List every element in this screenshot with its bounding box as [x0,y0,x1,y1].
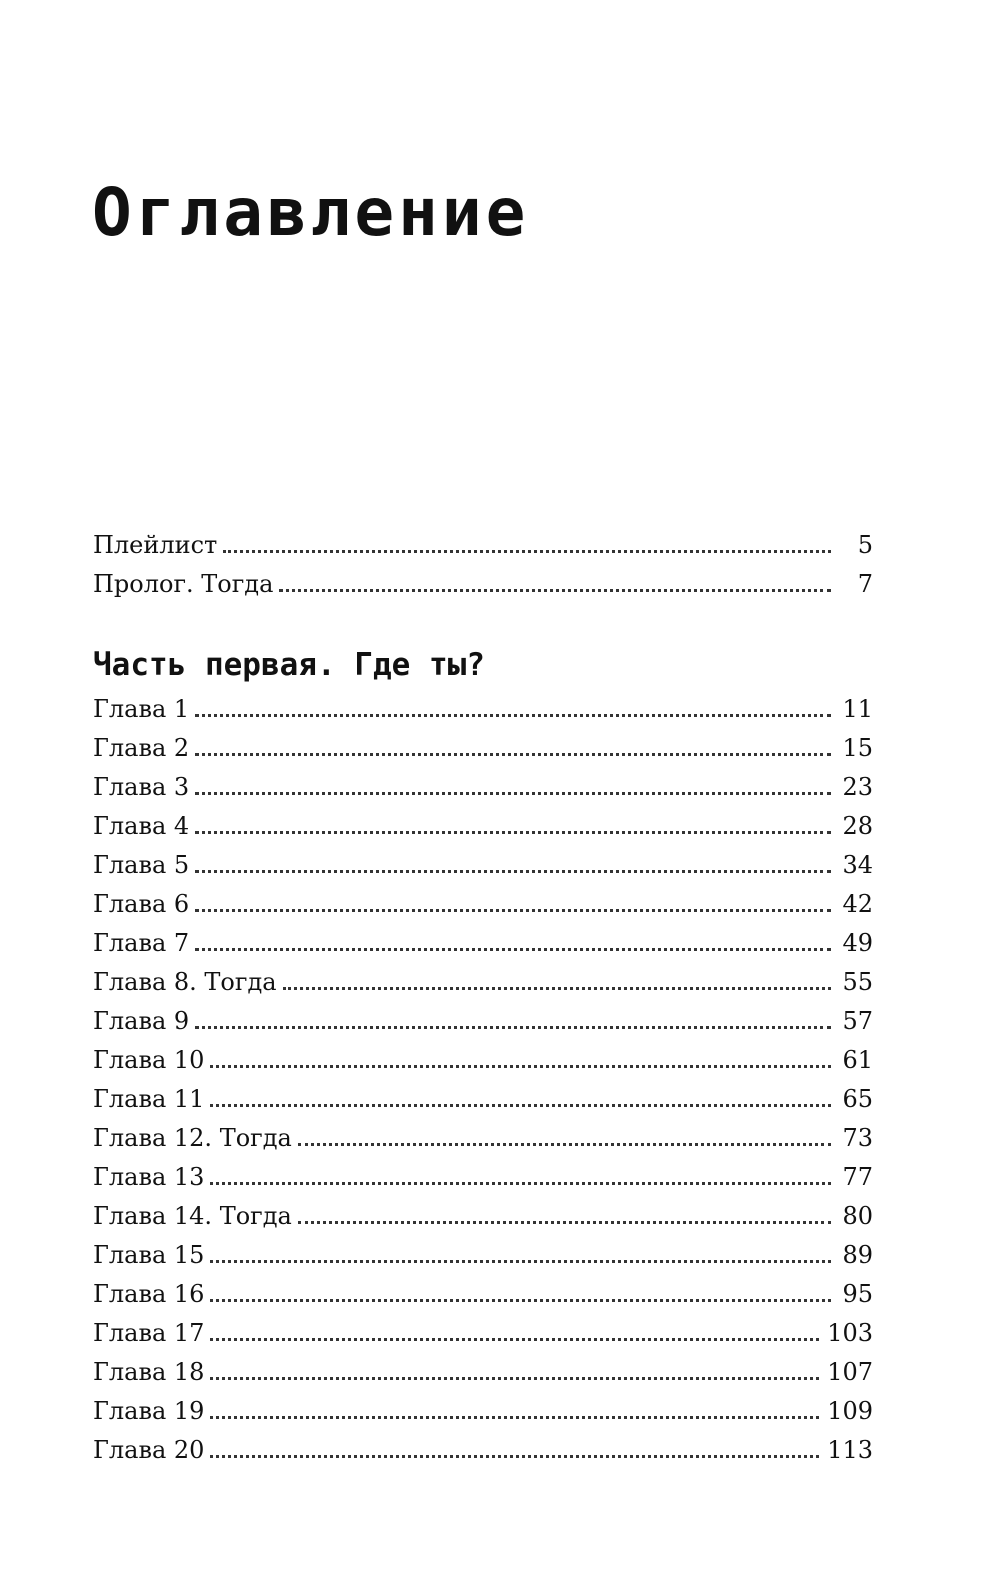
toc-entry [93,929,873,968]
toc-entry [93,1124,873,1163]
toc-entry-page-number: 57 [842,1007,873,1035]
dot-leader [210,1104,831,1107]
toc-entry-label: Глава 19 [93,1397,205,1425]
toc-entry [93,851,873,890]
toc-entry-label: Глава 8. Тогда [93,968,277,996]
dot-leader [210,1065,831,1068]
toc-entry [93,1202,873,1241]
toc-entry [93,1046,873,1085]
toc-entry [93,1397,873,1436]
toc-entry-page-number: 113 [827,1436,873,1464]
dot-leader [195,870,831,873]
toc-entry-page-number: 77 [842,1163,873,1191]
dot-leader [283,987,831,990]
intro-toc-list [93,531,873,609]
toc-entry-label: Глава 12. Тогда [93,1124,292,1152]
dot-leader [210,1416,819,1419]
toc-entry-page-number: 65 [842,1085,873,1113]
chapter-toc-list [93,695,873,1475]
toc-entry-page-number: 109 [827,1397,873,1425]
toc-entry-page-number: 11 [842,695,873,723]
toc-entry [93,531,873,570]
toc-entry-label: Глава 7 [93,929,190,957]
toc-entry [93,968,873,1007]
toc-entry-label: Глава 4 [93,812,190,840]
dot-leader [210,1260,831,1263]
page-title: Оглавление [92,174,530,251]
toc-entry-page-number: 34 [842,851,873,879]
toc-entry-label: Глава 5 [93,851,190,879]
toc-entry-page-number: 107 [827,1358,873,1386]
toc-entry-page-number: 42 [842,890,873,918]
toc-entry [93,1280,873,1319]
toc-entry [93,734,873,773]
dot-leader [298,1221,831,1224]
toc-entry-page-number: 95 [842,1280,873,1308]
toc-entry-label: Глава 9 [93,1007,190,1035]
part-one-heading: Часть первая. Где ты? [93,647,485,683]
toc-entry-label: Глава 10 [93,1046,205,1074]
dot-leader [210,1299,831,1302]
toc-entry-label: Глава 15 [93,1241,205,1269]
toc-entry-page-number: 5 [857,531,873,559]
toc-entry-page-number: 49 [842,929,873,957]
toc-entry-page-number: 61 [842,1046,873,1074]
toc-entry-page-number: 28 [842,812,873,840]
dot-leader [195,714,831,717]
toc-entry-page-number: 15 [842,734,873,762]
toc-entry [93,1007,873,1046]
toc-entry-label: Плейлист [93,531,218,559]
dot-leader [195,1026,831,1029]
dot-leader [298,1143,831,1146]
toc-entry [93,1436,873,1475]
toc-entry [93,773,873,812]
dot-leader [195,909,831,912]
toc-entry-label: Глава 18 [93,1358,205,1386]
toc-entry-label: Глава 14. Тогда [93,1202,292,1230]
toc-entry-page-number: 7 [857,570,873,598]
toc-entry [93,890,873,929]
toc-entry-label: Глава 17 [93,1319,205,1347]
toc-entry-label: Глава 1 [93,695,190,723]
toc-entry-page-number: 23 [842,773,873,801]
toc-entry [93,812,873,851]
toc-entry [93,695,873,734]
toc-entry-label: Глава 11 [93,1085,205,1113]
toc-entry-page-number: 89 [842,1241,873,1269]
toc-entry-label: Глава 3 [93,773,190,801]
toc-entry [93,1358,873,1397]
toc-entry [93,570,873,609]
toc-entry [93,1319,873,1358]
toc-entry-page-number: 103 [827,1319,873,1347]
toc-entry-label: Глава 20 [93,1436,205,1464]
toc-entry-label: Глава 13 [93,1163,205,1191]
toc-entry [93,1241,873,1280]
dot-leader [210,1182,831,1185]
toc-entry-label: Пролог. Тогда [93,570,274,598]
toc-entry-label: Глава 16 [93,1280,205,1308]
toc-entry-label: Глава 6 [93,890,190,918]
toc-entry [93,1163,873,1202]
dot-leader [210,1338,819,1341]
toc-entry-page-number: 55 [842,968,873,996]
dot-leader [223,550,831,553]
dot-leader [195,753,831,756]
dot-leader [279,589,831,592]
dot-leader [195,831,831,834]
toc-entry-page-number: 80 [842,1202,873,1230]
dot-leader [195,948,831,951]
dot-leader [210,1455,819,1458]
toc-entry-page-number: 73 [842,1124,873,1152]
toc-entry-label: Глава 2 [93,734,190,762]
dot-leader [195,792,831,795]
toc-entry [93,1085,873,1124]
dot-leader [210,1377,819,1380]
